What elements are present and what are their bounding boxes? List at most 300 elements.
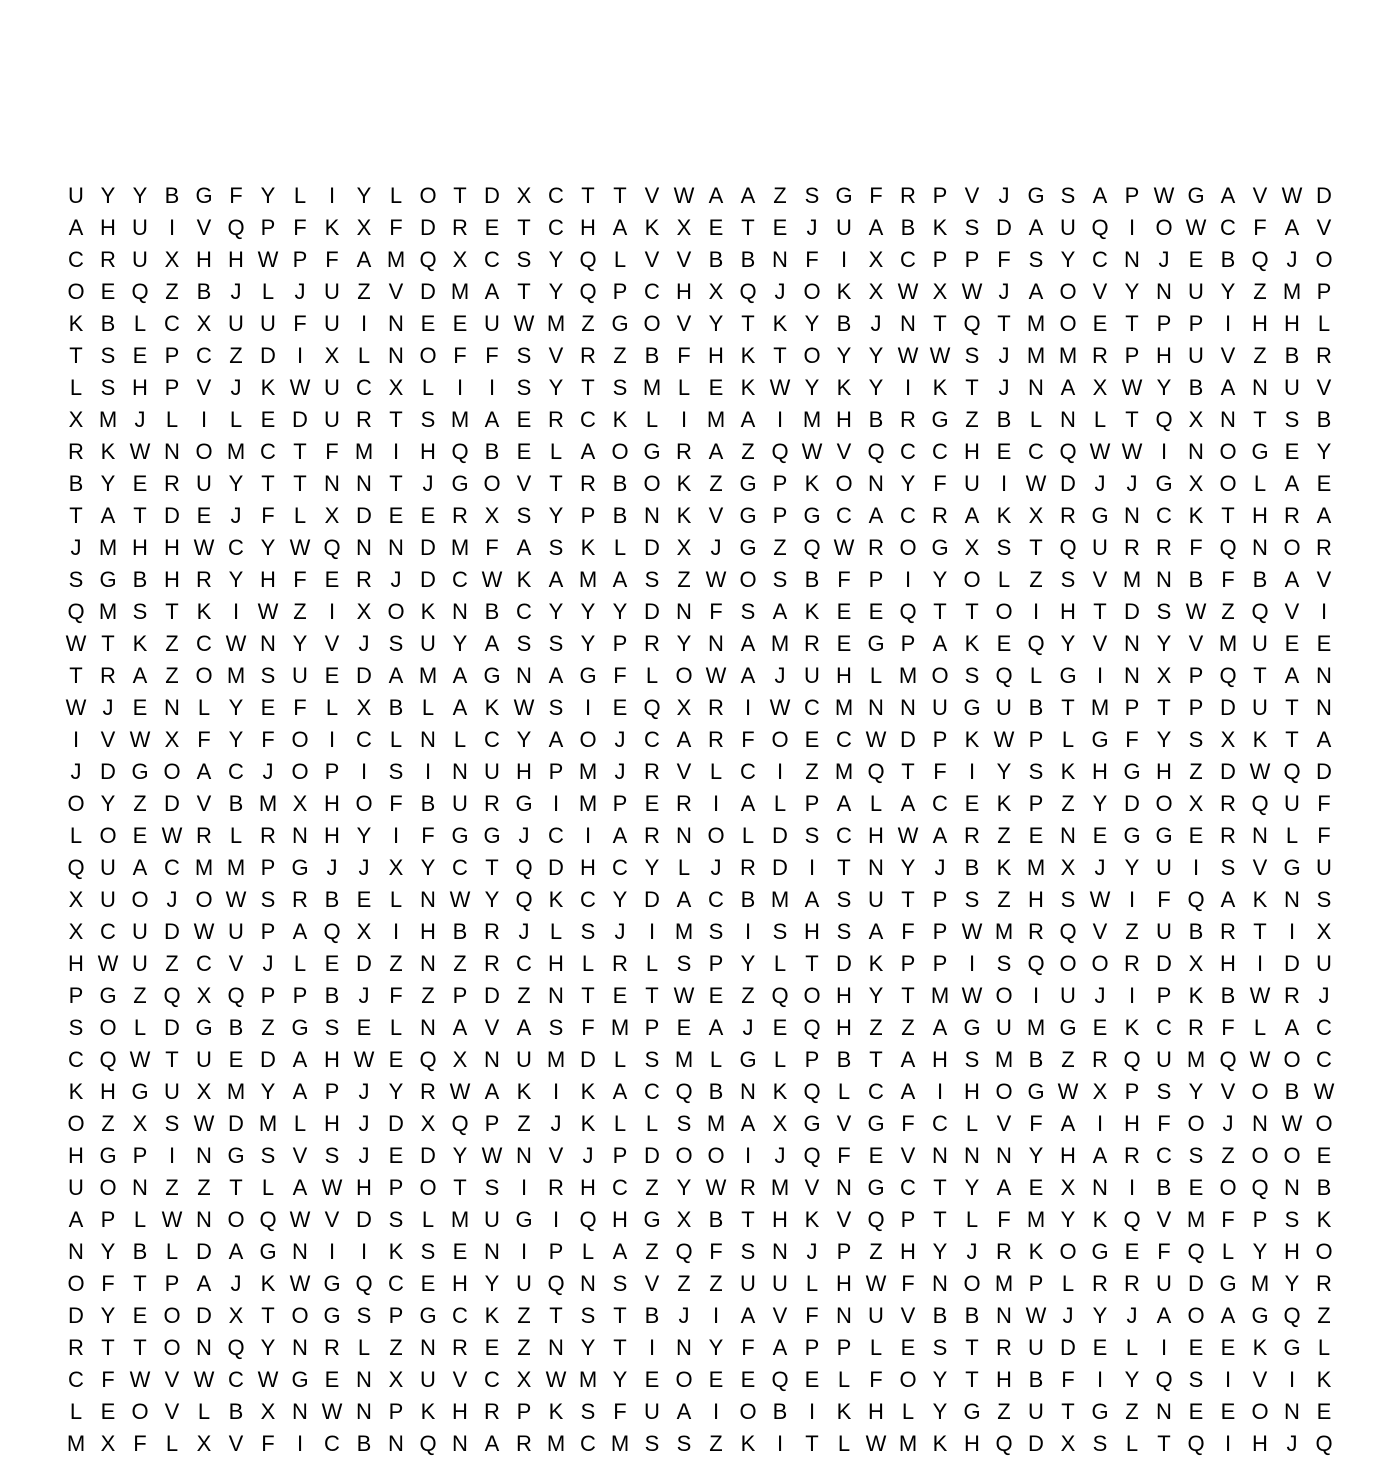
grid-letter: M	[834, 759, 854, 784]
grid-letter: E	[356, 1015, 372, 1040]
grid-letter: C	[68, 1367, 84, 1392]
grid-letter: J	[998, 183, 1010, 208]
grid-letter: D	[1188, 1271, 1204, 1296]
grid-letter: Z	[677, 1271, 691, 1296]
grid-letter: C	[644, 727, 660, 752]
grid-letter: J	[134, 407, 146, 432]
grid-letter: T	[69, 503, 83, 528]
grid-letter: W	[1057, 1079, 1079, 1104]
grid-letter: V	[804, 1175, 820, 1200]
grid-letter: N	[356, 535, 372, 560]
grid-letter: M	[418, 663, 438, 688]
grid-letter: C	[836, 503, 852, 528]
grid-letter: M	[770, 631, 790, 656]
grid-letter: P	[900, 951, 916, 976]
grid-letter: F	[933, 471, 947, 496]
grid-letter: I	[744, 1143, 752, 1168]
grid-letter: J	[1126, 471, 1138, 496]
grid-letter: L	[1221, 1239, 1235, 1264]
grid-letter: P	[804, 791, 820, 816]
grid-letter: Y	[1124, 1367, 1140, 1392]
grid-letter: B	[484, 599, 500, 624]
grid-letter: Y	[1316, 439, 1332, 464]
grid-letter: P	[900, 631, 916, 656]
grid-letter: W	[961, 983, 983, 1008]
grid-letter: I	[808, 1399, 816, 1424]
grid-letter: L	[389, 727, 403, 752]
grid-letter: W	[705, 567, 727, 592]
grid-letter: A	[740, 1303, 756, 1328]
grid-letter: Z	[1317, 1303, 1331, 1328]
grid-letter: Y	[1092, 791, 1108, 816]
grid-letter: R	[260, 823, 276, 848]
grid-letter: Y	[452, 631, 468, 656]
grid-letter: A	[292, 1047, 308, 1072]
grid-letter: W	[193, 1111, 215, 1136]
grid-letter: H	[452, 1271, 468, 1296]
grid-letter: O	[195, 439, 213, 464]
grid-letter: Q	[515, 887, 533, 912]
grid-letter: G	[515, 791, 533, 816]
grid-letter: K	[420, 599, 436, 624]
grid-letter: L	[709, 759, 723, 784]
grid-letter: Z	[997, 887, 1011, 912]
grid-letter: E	[708, 1367, 724, 1392]
grid-letter: H	[836, 983, 852, 1008]
grid-letter: K	[580, 535, 596, 560]
grid-letter: B	[740, 887, 756, 912]
grid-letter: K	[644, 215, 660, 240]
grid-letter: T	[837, 855, 851, 880]
grid-letter: Y	[868, 343, 884, 368]
grid-letter: R	[484, 1399, 500, 1424]
grid-letter: H	[324, 1111, 340, 1136]
grid-letter: T	[1125, 311, 1139, 336]
grid-letter: A	[612, 567, 628, 592]
grid-letter: Q	[323, 535, 341, 560]
grid-letter: M	[546, 1431, 566, 1456]
grid-letter: O	[899, 535, 917, 560]
grid-letter: A	[772, 1335, 788, 1360]
grid-letter: K	[132, 631, 148, 656]
grid-letter: K	[580, 1079, 596, 1104]
grid-letter: M	[226, 1079, 246, 1104]
grid-letter: S	[1028, 759, 1044, 784]
grid-letter: X	[1188, 951, 1204, 976]
grid-letter: H	[356, 1175, 372, 1200]
grid-letter: P	[612, 1143, 628, 1168]
grid-letter: F	[293, 215, 307, 240]
grid-letter: O	[227, 1207, 245, 1232]
grid-letter: H	[1252, 1431, 1268, 1456]
grid-letter: I	[1288, 1367, 1296, 1392]
grid-letter: E	[964, 791, 980, 816]
grid-letter: G	[483, 663, 501, 688]
grid-letter: N	[1252, 535, 1268, 560]
grid-letter: B	[388, 695, 404, 720]
grid-letter: D	[548, 855, 564, 880]
grid-letter: Y	[548, 503, 564, 528]
grid-letter: Y	[260, 1335, 276, 1360]
grid-letter: N	[964, 1143, 980, 1168]
grid-letter: R	[1316, 1271, 1332, 1296]
grid-letter: U	[1060, 215, 1076, 240]
grid-letter: G	[1091, 727, 1109, 752]
grid-letter: P	[932, 951, 948, 976]
grid-letter: O	[131, 1399, 149, 1424]
grid-letter: I	[1256, 951, 1264, 976]
grid-letter: M	[546, 311, 566, 336]
grid-letter: J	[230, 1271, 242, 1296]
grid-letter: D	[420, 535, 436, 560]
grid-letter: U	[804, 663, 820, 688]
grid-letter: A	[1060, 375, 1076, 400]
grid-letter: G	[1187, 183, 1205, 208]
grid-letter: G	[1091, 503, 1109, 528]
grid-letter: V	[196, 791, 212, 816]
grid-letter: B	[996, 407, 1012, 432]
grid-letter: A	[228, 1239, 244, 1264]
grid-letter: N	[900, 695, 916, 720]
grid-letter: P	[612, 631, 628, 656]
grid-letter: S	[1316, 887, 1332, 912]
grid-letter: I	[1128, 983, 1136, 1008]
grid-letter: K	[740, 343, 756, 368]
grid-letter: G	[867, 1175, 885, 1200]
grid-letter: W	[129, 1367, 151, 1392]
grid-letter: Q	[579, 1207, 597, 1232]
grid-letter: S	[260, 1143, 276, 1168]
grid-letter: S	[1188, 1143, 1204, 1168]
grid-letter: Q	[227, 1335, 245, 1360]
grid-letter: L	[293, 503, 307, 528]
grid-letter: K	[964, 727, 980, 752]
grid-letter: Y	[260, 1079, 276, 1104]
grid-letter: Z	[389, 1335, 403, 1360]
grid-letter: M	[642, 375, 662, 400]
grid-letter: X	[68, 919, 84, 944]
grid-letter: O	[643, 471, 661, 496]
grid-letter: H	[228, 247, 244, 272]
grid-letter: Y	[708, 311, 724, 336]
grid-letter: D	[1220, 759, 1236, 784]
grid-letter: K	[772, 311, 788, 336]
grid-letter: W	[193, 919, 215, 944]
grid-letter: W	[257, 247, 279, 272]
grid-letter: T	[1253, 663, 1267, 688]
grid-letter: N	[548, 1335, 564, 1360]
grid-letter: F	[1157, 1111, 1171, 1136]
grid-letter: I	[712, 1303, 720, 1328]
grid-letter: M	[546, 1047, 566, 1072]
grid-letter: C	[900, 1175, 916, 1200]
grid-letter: A	[1220, 375, 1236, 400]
grid-letter: I	[1128, 215, 1136, 240]
grid-letter: S	[548, 695, 564, 720]
grid-letter: Y	[740, 951, 756, 976]
grid-letter: P	[1252, 1207, 1268, 1232]
grid-letter: H	[1092, 759, 1108, 784]
grid-letter: U	[644, 1399, 660, 1424]
grid-letter: R	[996, 1239, 1012, 1264]
grid-letter: I	[1096, 663, 1104, 688]
grid-letter: E	[804, 727, 820, 752]
grid-letter: O	[995, 983, 1013, 1008]
grid-letter: A	[356, 247, 372, 272]
grid-letter: R	[1124, 535, 1140, 560]
grid-letter: D	[356, 503, 372, 528]
grid-letter: F	[389, 215, 403, 240]
grid-letter: F	[101, 1367, 115, 1392]
grid-letter: W	[321, 1399, 343, 1424]
grid-letter: J	[230, 375, 242, 400]
grid-letter: D	[228, 1111, 244, 1136]
grid-letter: X	[676, 1207, 692, 1232]
grid-letter: W	[961, 279, 983, 304]
grid-letter: P	[1124, 695, 1140, 720]
grid-letter: P	[964, 247, 980, 272]
grid-letter: Y	[932, 567, 948, 592]
grid-letter: Z	[165, 663, 179, 688]
grid-letter: P	[388, 1303, 404, 1328]
grid-letter: W	[1249, 759, 1271, 784]
grid-letter: Z	[165, 951, 179, 976]
grid-letter: S	[100, 343, 116, 368]
grid-letter: A	[932, 823, 948, 848]
grid-letter: Q	[803, 1015, 821, 1040]
grid-letter: L	[229, 823, 243, 848]
grid-letter: B	[484, 439, 500, 464]
grid-letter: S	[772, 567, 788, 592]
grid-letter: Q	[131, 279, 149, 304]
grid-letter: O	[1059, 951, 1077, 976]
grid-letter: J	[390, 567, 402, 592]
grid-letter: C	[228, 759, 244, 784]
grid-letter: H	[836, 1271, 852, 1296]
grid-letter: X	[324, 503, 340, 528]
grid-letter: L	[837, 1367, 851, 1392]
grid-letter: M	[226, 663, 246, 688]
grid-letter: P	[388, 1399, 404, 1424]
grid-letter: T	[1253, 407, 1267, 432]
grid-letter: X	[1188, 791, 1204, 816]
grid-letter: M	[450, 279, 470, 304]
grid-letter: N	[420, 727, 436, 752]
grid-letter: C	[1092, 247, 1108, 272]
grid-letter: N	[196, 1335, 212, 1360]
grid-letter: P	[548, 759, 564, 784]
grid-letter: W	[1153, 183, 1175, 208]
grid-letter: Y	[452, 1143, 468, 1168]
grid-letter: U	[1316, 951, 1332, 976]
grid-letter: T	[1061, 1399, 1075, 1424]
grid-letter: K	[836, 1399, 852, 1424]
grid-letter: W	[289, 375, 311, 400]
grid-letter: V	[644, 183, 660, 208]
grid-letter: V	[228, 1431, 244, 1456]
grid-letter: N	[388, 535, 404, 560]
grid-letter: P	[164, 1271, 180, 1296]
grid-letter: U	[964, 471, 980, 496]
grid-letter: P	[1124, 1079, 1140, 1104]
grid-letter: O	[99, 823, 117, 848]
grid-letter: R	[1124, 1143, 1140, 1168]
grid-letter: N	[388, 1431, 404, 1456]
grid-letter: N	[164, 695, 180, 720]
grid-letter: F	[1189, 535, 1203, 560]
grid-letter: H	[1028, 887, 1044, 912]
grid-letter: I	[424, 759, 432, 784]
grid-letter: P	[324, 759, 340, 784]
grid-letter: J	[774, 279, 786, 304]
grid-letter: O	[1091, 951, 1109, 976]
grid-letter: W	[449, 1079, 471, 1104]
grid-letter: L	[421, 695, 435, 720]
grid-letter: D	[100, 759, 116, 784]
grid-letter: O	[99, 1015, 117, 1040]
grid-letter: L	[69, 375, 83, 400]
grid-letter: R	[1028, 919, 1044, 944]
grid-letter: I	[168, 1143, 176, 1168]
grid-letter: V	[676, 759, 692, 784]
grid-letter: A	[1316, 727, 1332, 752]
grid-letter: T	[805, 1431, 819, 1456]
grid-letter: R	[452, 1335, 468, 1360]
grid-letter: M	[226, 855, 246, 880]
grid-letter: B	[68, 471, 84, 496]
grid-letter: F	[933, 759, 947, 784]
grid-letter: N	[836, 1303, 852, 1328]
grid-letter: X	[260, 1399, 276, 1424]
grid-letter: N	[452, 599, 468, 624]
grid-letter: O	[1219, 1175, 1237, 1200]
grid-letter: B	[164, 183, 180, 208]
grid-letter: P	[804, 1335, 820, 1360]
grid-letter: J	[1094, 983, 1106, 1008]
grid-letter: R	[484, 791, 500, 816]
grid-letter: H	[1284, 1239, 1300, 1264]
grid-letter: G	[803, 503, 821, 528]
grid-letter: O	[803, 983, 821, 1008]
grid-letter: I	[584, 823, 592, 848]
grid-letter: A	[1220, 1303, 1236, 1328]
grid-letter: K	[612, 407, 628, 432]
grid-letter: Q	[771, 1367, 789, 1392]
grid-letter: B	[1188, 567, 1204, 592]
grid-letter: R	[1188, 1015, 1204, 1040]
grid-letter: S	[1060, 887, 1076, 912]
grid-letter: E	[644, 1367, 660, 1392]
grid-letter: T	[165, 1047, 179, 1072]
grid-letter: A	[868, 503, 884, 528]
grid-letter: C	[932, 791, 948, 816]
grid-letter: C	[388, 1271, 404, 1296]
grid-letter: N	[1252, 1111, 1268, 1136]
grid-letter: G	[931, 407, 949, 432]
grid-letter: I	[680, 407, 688, 432]
grid-letter: J	[742, 1015, 754, 1040]
grid-letter: L	[1285, 823, 1299, 848]
grid-letter: G	[963, 695, 981, 720]
grid-letter: Y	[100, 1303, 116, 1328]
grid-letter: K	[484, 1303, 500, 1328]
grid-letter: L	[1029, 663, 1043, 688]
grid-letter: M	[834, 695, 854, 720]
grid-letter: A	[484, 1079, 500, 1104]
grid-letter: Y	[900, 855, 916, 880]
grid-letter: Z	[101, 1111, 115, 1136]
grid-letter: A	[1284, 471, 1300, 496]
grid-letter: I	[1320, 599, 1328, 624]
grid-letter: D	[260, 343, 276, 368]
grid-letter: P	[164, 343, 180, 368]
grid-letter: I	[1096, 1111, 1104, 1136]
grid-letter: V	[964, 183, 980, 208]
grid-letter: H	[868, 1399, 884, 1424]
grid-letter: X	[1188, 407, 1204, 432]
grid-letter: I	[712, 1399, 720, 1424]
grid-letter: L	[165, 1239, 179, 1264]
grid-letter: U	[1316, 855, 1332, 880]
grid-letter: T	[613, 1303, 627, 1328]
grid-letter: O	[1251, 1143, 1269, 1168]
grid-letter: L	[581, 1239, 595, 1264]
grid-letter: T	[133, 1271, 147, 1296]
grid-letter: Y	[996, 759, 1012, 784]
grid-letter: W	[353, 1047, 375, 1072]
grid-letter: C	[484, 247, 500, 272]
grid-letter: Z	[165, 279, 179, 304]
grid-letter: E	[132, 695, 148, 720]
grid-letter: J	[998, 375, 1010, 400]
grid-letter: U	[1156, 919, 1172, 944]
grid-letter: M	[1026, 343, 1046, 368]
grid-letter: V	[644, 247, 660, 272]
grid-letter: A	[388, 663, 404, 688]
grid-letter: A	[708, 439, 724, 464]
grid-letter: P	[484, 1111, 500, 1136]
grid-letter: U	[1252, 695, 1268, 720]
grid-letter: A	[484, 631, 500, 656]
grid-letter: I	[936, 1079, 944, 1104]
grid-letter: L	[1253, 471, 1267, 496]
grid-letter: N	[932, 1271, 948, 1296]
grid-letter: G	[1059, 1015, 1077, 1040]
grid-letter: Q	[803, 1143, 821, 1168]
grid-letter: E	[1188, 1175, 1204, 1200]
grid-letter: O	[355, 791, 373, 816]
grid-letter: A	[548, 567, 564, 592]
grid-letter: J	[582, 1143, 594, 1168]
grid-letter: F	[1253, 215, 1267, 240]
grid-letter: S	[964, 343, 980, 368]
grid-letter: N	[868, 695, 884, 720]
grid-letter: X	[1028, 503, 1044, 528]
grid-letter: J	[998, 343, 1010, 368]
grid-letter: P	[68, 983, 84, 1008]
grid-letter: B	[708, 247, 724, 272]
grid-letter: K	[772, 1079, 788, 1104]
grid-letter: N	[772, 247, 788, 272]
grid-letter: O	[995, 1079, 1013, 1104]
grid-letter: O	[675, 1143, 693, 1168]
grid-letter: Y	[1124, 855, 1140, 880]
grid-letter: X	[1188, 471, 1204, 496]
grid-letter: T	[1029, 535, 1043, 560]
grid-letter: D	[1284, 951, 1300, 976]
grid-letter: Y	[1252, 1239, 1268, 1264]
grid-letter: K	[260, 1271, 276, 1296]
